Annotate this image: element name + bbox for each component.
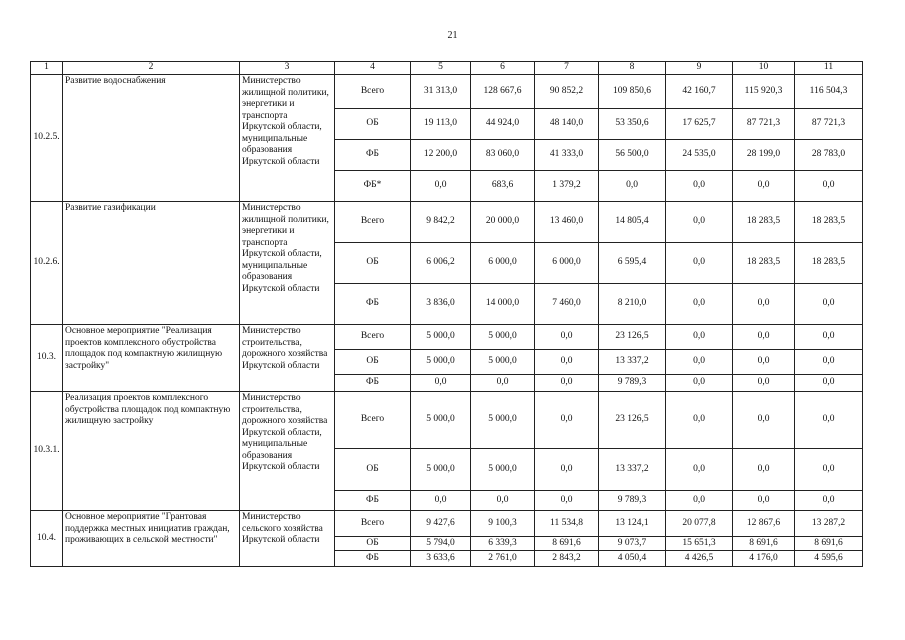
value-cell: 0,0 <box>666 243 733 284</box>
value-cell: 42 160,7 <box>666 75 733 109</box>
value-cell: 6 595,4 <box>599 243 666 284</box>
value-cell: 0,0 <box>666 350 733 375</box>
header-cell: 9 <box>666 62 733 75</box>
value-cell: 0,0 <box>733 350 795 375</box>
value-cell: 0,0 <box>795 449 863 491</box>
value-cell: 6 000,0 <box>471 243 535 284</box>
value-cell: 14 805,4 <box>599 202 666 243</box>
budget-table <box>30 61 863 567</box>
value-cell: 0,0 <box>795 491 863 511</box>
row-code-cell: 10.2.6. <box>31 202 63 325</box>
value-cell: 11 534,8 <box>535 511 599 537</box>
value-cell: 0,0 <box>471 491 535 511</box>
activity-name-cell: Основное мероприятие "Реализация проектов комплексного обустройства площадок под компактную жилищную застройку" <box>63 325 240 392</box>
header-cell: 7 <box>535 62 599 75</box>
value-cell: 7 460,0 <box>535 284 599 325</box>
funding-source-cell: Всего <box>335 75 411 109</box>
executor-cell: Министерство строительства, дорожного хозяйства Иркутской области, муниципальные образования Иркутской области <box>240 392 335 511</box>
value-cell: 0,0 <box>411 491 471 511</box>
header-cell: 8 <box>599 62 666 75</box>
value-cell: 128 667,6 <box>471 75 535 109</box>
value-cell: 0,0 <box>535 449 599 491</box>
value-cell: 5 000,0 <box>471 449 535 491</box>
value-cell: 13 337,2 <box>599 449 666 491</box>
value-cell: 15 651,3 <box>666 537 733 551</box>
value-cell: 8 691,6 <box>795 537 863 551</box>
value-cell: 683,6 <box>471 171 535 202</box>
value-cell: 31 313,0 <box>411 75 471 109</box>
header-cell: 10 <box>733 62 795 75</box>
funding-source-cell: ФБ <box>335 140 411 171</box>
funding-source-cell: ОБ <box>335 243 411 284</box>
value-cell: 0,0 <box>666 202 733 243</box>
value-cell: 0,0 <box>411 171 471 202</box>
value-cell: 9 789,3 <box>599 375 666 392</box>
row-code-cell: 10.2.5. <box>31 75 63 202</box>
executor-cell: Министерство жилищной политики, энергетики и транспорта Иркутской области, муниципальные образования Иркутской области <box>240 75 335 202</box>
value-cell: 28 783,0 <box>795 140 863 171</box>
value-cell: 5 000,0 <box>411 350 471 375</box>
value-cell: 6 339,3 <box>471 537 535 551</box>
value-cell: 5 000,0 <box>471 392 535 449</box>
value-cell: 44 924,0 <box>471 109 535 140</box>
value-cell: 48 140,0 <box>535 109 599 140</box>
value-cell: 5 000,0 <box>411 449 471 491</box>
value-cell: 0,0 <box>666 171 733 202</box>
funding-source-cell: Всего <box>335 202 411 243</box>
value-cell: 0,0 <box>733 171 795 202</box>
executor-cell: Министерство сельского хозяйства Иркутской области <box>240 511 335 567</box>
value-cell: 23 126,5 <box>599 325 666 350</box>
header-cell: 6 <box>471 62 535 75</box>
value-cell: 87 721,3 <box>733 109 795 140</box>
funding-source-cell: Всего <box>335 392 411 449</box>
value-cell: 0,0 <box>666 449 733 491</box>
value-cell: 0,0 <box>471 375 535 392</box>
funding-source-cell: ОБ <box>335 109 411 140</box>
value-cell: 90 852,2 <box>535 75 599 109</box>
value-cell: 0,0 <box>733 375 795 392</box>
value-cell: 2 761,0 <box>471 551 535 567</box>
header-cell: 11 <box>795 62 863 75</box>
value-cell: 18 283,5 <box>733 202 795 243</box>
table-row <box>31 511 863 537</box>
value-cell: 12 200,0 <box>411 140 471 171</box>
value-cell: 0,0 <box>733 392 795 449</box>
header-cell: 5 <box>411 62 471 75</box>
funding-source-cell: ОБ <box>335 537 411 551</box>
value-cell: 0,0 <box>666 392 733 449</box>
value-cell: 9 789,3 <box>599 491 666 511</box>
value-cell: 0,0 <box>666 375 733 392</box>
header-cell: 4 <box>335 62 411 75</box>
value-cell: 13 460,0 <box>535 202 599 243</box>
value-cell: 17 625,7 <box>666 109 733 140</box>
value-cell: 116 504,3 <box>795 75 863 109</box>
value-cell: 5 794,0 <box>411 537 471 551</box>
value-cell: 109 850,6 <box>599 75 666 109</box>
value-cell: 9 427,6 <box>411 511 471 537</box>
value-cell: 20 077,8 <box>666 511 733 537</box>
activity-name-cell: Развитие газификации <box>63 202 240 325</box>
value-cell: 13 337,2 <box>599 350 666 375</box>
header-cell: 3 <box>240 62 335 75</box>
table-row <box>31 202 863 243</box>
value-cell: 0,0 <box>666 491 733 511</box>
value-cell: 6 000,0 <box>535 243 599 284</box>
value-cell: 12 867,6 <box>733 511 795 537</box>
value-cell: 8 691,6 <box>535 537 599 551</box>
value-cell: 4 176,0 <box>733 551 795 567</box>
value-cell: 0,0 <box>795 350 863 375</box>
value-cell: 28 199,0 <box>733 140 795 171</box>
funding-source-cell: ОБ <box>335 350 411 375</box>
value-cell: 0,0 <box>795 171 863 202</box>
row-code-cell: 10.3. <box>31 325 63 392</box>
value-cell: 3 836,0 <box>411 284 471 325</box>
value-cell: 13 124,1 <box>599 511 666 537</box>
value-cell: 0,0 <box>411 375 471 392</box>
value-cell: 87 721,3 <box>795 109 863 140</box>
funding-source-cell: ФБ <box>335 375 411 392</box>
value-cell: 41 333,0 <box>535 140 599 171</box>
value-cell: 83 060,0 <box>471 140 535 171</box>
value-cell: 8 691,6 <box>733 537 795 551</box>
table-row <box>31 75 863 109</box>
value-cell: 5 000,0 <box>471 325 535 350</box>
value-cell: 0,0 <box>535 392 599 449</box>
value-cell: 18 283,5 <box>795 202 863 243</box>
value-cell: 8 210,0 <box>599 284 666 325</box>
value-cell: 0,0 <box>666 284 733 325</box>
value-cell: 115 920,3 <box>733 75 795 109</box>
value-cell: 53 350,6 <box>599 109 666 140</box>
value-cell: 4 426,5 <box>666 551 733 567</box>
value-cell: 0,0 <box>733 449 795 491</box>
header-row <box>31 62 863 75</box>
value-cell: 2 843,2 <box>535 551 599 567</box>
funding-source-cell: ФБ <box>335 551 411 567</box>
value-cell: 56 500,0 <box>599 140 666 171</box>
row-code-cell: 10.3.1. <box>31 392 63 511</box>
funding-source-cell: ОБ <box>335 449 411 491</box>
table-row <box>31 392 863 449</box>
funding-source-cell: Всего <box>335 325 411 350</box>
value-cell: 0,0 <box>733 284 795 325</box>
table-row <box>31 325 863 350</box>
value-cell: 0,0 <box>733 491 795 511</box>
page-number: 21 <box>447 30 458 41</box>
row-code-cell: 10.4. <box>31 511 63 567</box>
value-cell: 23 126,5 <box>599 392 666 449</box>
activity-name-cell: Реализация проектов комплексного обустройства площадок под компактную жилищную застройку <box>63 392 240 511</box>
value-cell: 1 379,2 <box>535 171 599 202</box>
executor-cell: Министерство строительства, дорожного хозяйства Иркутской области <box>240 325 335 392</box>
value-cell: 5 000,0 <box>411 392 471 449</box>
executor-cell: Министерство жилищной политики, энергетики и транспорта Иркутской области, муниципальные образования Иркутской области <box>240 202 335 325</box>
funding-source-cell: ФБ <box>335 284 411 325</box>
value-cell: 4 050,4 <box>599 551 666 567</box>
header-cell: 1 <box>31 62 63 75</box>
activity-name-cell: Основное мероприятие "Грантовая поддержка местных инициатив граждан, проживающих в сельской местности" <box>63 511 240 567</box>
value-cell: 18 283,5 <box>795 243 863 284</box>
value-cell: 3 633,6 <box>411 551 471 567</box>
value-cell: 0,0 <box>795 325 863 350</box>
activity-name-cell: Развитие водоснабжения <box>63 75 240 202</box>
value-cell: 0,0 <box>535 350 599 375</box>
value-cell: 13 287,2 <box>795 511 863 537</box>
value-cell: 14 000,0 <box>471 284 535 325</box>
value-cell: 0,0 <box>666 325 733 350</box>
value-cell: 9 842,2 <box>411 202 471 243</box>
value-cell: 18 283,5 <box>733 243 795 284</box>
value-cell: 4 595,6 <box>795 551 863 567</box>
funding-source-cell: ФБ <box>335 491 411 511</box>
value-cell: 0,0 <box>795 375 863 392</box>
value-cell: 0,0 <box>535 325 599 350</box>
value-cell: 20 000,0 <box>471 202 535 243</box>
value-cell: 5 000,0 <box>471 350 535 375</box>
value-cell: 0,0 <box>599 171 666 202</box>
value-cell: 0,0 <box>733 325 795 350</box>
value-cell: 24 535,0 <box>666 140 733 171</box>
value-cell: 0,0 <box>535 491 599 511</box>
value-cell: 0,0 <box>535 375 599 392</box>
table-body <box>31 62 863 567</box>
funding-source-cell: ФБ* <box>335 171 411 202</box>
value-cell: 0,0 <box>795 392 863 449</box>
value-cell: 6 006,2 <box>411 243 471 284</box>
header-cell: 2 <box>63 62 240 75</box>
value-cell: 0,0 <box>795 284 863 325</box>
value-cell: 9 073,7 <box>599 537 666 551</box>
value-cell: 9 100,3 <box>471 511 535 537</box>
value-cell: 19 113,0 <box>411 109 471 140</box>
funding-source-cell: Всего <box>335 511 411 537</box>
value-cell: 5 000,0 <box>411 325 471 350</box>
